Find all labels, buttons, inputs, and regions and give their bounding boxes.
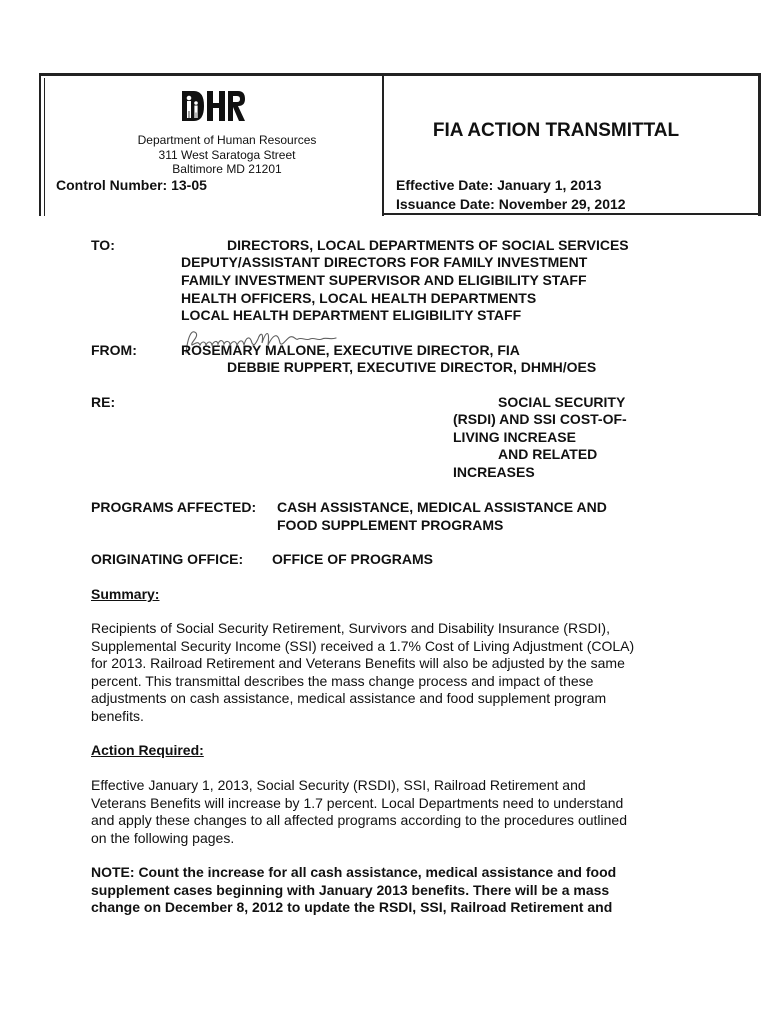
issuance-date: Issuance Date: November 29, 2012: [396, 196, 626, 212]
originating-office-label: ORIGINATING OFFICE:: [91, 551, 244, 567]
header-box-left-border: [39, 73, 41, 216]
originating-office-value: OFFICE OF PROGRAMS: [272, 551, 433, 567]
programs-affected-value: CASH ASSISTANCE, MEDICAL ASSISTANCE AND: [277, 499, 607, 515]
action-required-paragraph: [91, 777, 691, 847]
action-line: Effective January 1, 2013, Social Security (RSDI), SSI, Railroad Retirement and: [91, 777, 586, 793]
to-line: DIRECTORS, LOCAL DEPARTMENTS OF SOCIAL SERVICES: [227, 237, 629, 253]
summary-line: percent. This transmittal describes the mass change process and impact of these: [91, 672, 594, 689]
action-line: on the following pages.: [91, 829, 235, 846]
from-line: DEBBIE RUPPERT, EXECUTIVE DIRECTOR, DHMH/OES: [227, 359, 597, 375]
summary-paragraph: [91, 620, 691, 725]
header-box-right-border: [758, 73, 761, 216]
header-box-top-border: [39, 73, 761, 76]
re-line: INCREASES: [453, 464, 535, 480]
to-line: DEPUTY/ASSISTANT DIRECTORS FOR FAMILY INVESTMENT: [181, 254, 588, 270]
re-line: SOCIAL SECURITY: [498, 394, 626, 410]
note-line: change on December 8, 2012 to update the RSDI, SSI, Railroad Retirement and: [91, 899, 613, 915]
effective-date: Effective Date: January 1, 2013: [396, 177, 602, 193]
from-line: ROSEMARY MALONE, EXECUTIVE DIRECTOR, FIA: [181, 342, 520, 358]
action-line: Veterans Benefits will increase by 1.7 percent. Local Departments need to understand: [91, 794, 624, 811]
action-required-heading: Action Required:: [91, 742, 204, 758]
re-label: RE:: [91, 394, 116, 410]
summary-line: adjustments on cash assistance, medical assistance and food supplement program: [91, 690, 607, 706]
note-paragraph: [91, 864, 691, 917]
to-line: LOCAL HEALTH DEPARTMENT ELIGIBILITY STAFF: [181, 307, 522, 323]
to-line: FAMILY INVESTMENT SUPERVISOR AND ELIGIBILITY STAFF: [181, 272, 587, 288]
to-line: HEALTH OFFICERS, LOCAL HEALTH DEPARTMENTS: [181, 290, 537, 306]
header-box-left-inner-border: [44, 78, 45, 216]
re-line: AND RELATED: [498, 446, 598, 462]
summary-line: Recipients of Social Security Retirement, Survivors and Disability Insurance (RSDI),: [91, 620, 610, 636]
header-box-divider: [382, 73, 384, 216]
address-street: 311 West Saratoga Street: [158, 148, 296, 162]
to-label: TO:: [91, 237, 115, 253]
department-name: Department of Human Resources: [137, 133, 317, 147]
header-box-bottom-border: [383, 213, 761, 215]
control-number: Control Number: 13-05: [56, 177, 207, 193]
summary-line: Supplemental Security Income (SSI) received a 1.7% Cost of Living Adjustment (COLA): [91, 637, 635, 654]
programs-affected-label: PROGRAMS AFFECTED:: [91, 499, 257, 515]
document-title: FIA ACTION TRANSMITTAL: [432, 120, 680, 141]
re-line: (RSDI) AND SSI COST-OF-: [453, 411, 627, 427]
note-line: supplement cases beginning with January 2013 benefits. There will be a mass: [91, 881, 610, 898]
re-line: LIVING INCREASE: [453, 429, 576, 445]
summary-line: for 2013. Railroad Retirement and Veterans Benefits will also be adjusted by the same: [91, 655, 625, 671]
from-label: FROM:: [91, 342, 137, 358]
dhr-logo: [180, 89, 246, 123]
note-line: NOTE: Count the increase for all cash assistance, medical assistance and food: [91, 864, 617, 880]
action-line: and apply these changes to all affected programs according to the procedures outlined: [91, 812, 627, 828]
programs-affected-value: FOOD SUPPLEMENT PROGRAMS: [277, 517, 504, 533]
summary-heading: Summary:: [91, 586, 160, 602]
summary-line: benefits.: [91, 707, 144, 724]
address-city: Baltimore MD 21201: [172, 162, 282, 176]
